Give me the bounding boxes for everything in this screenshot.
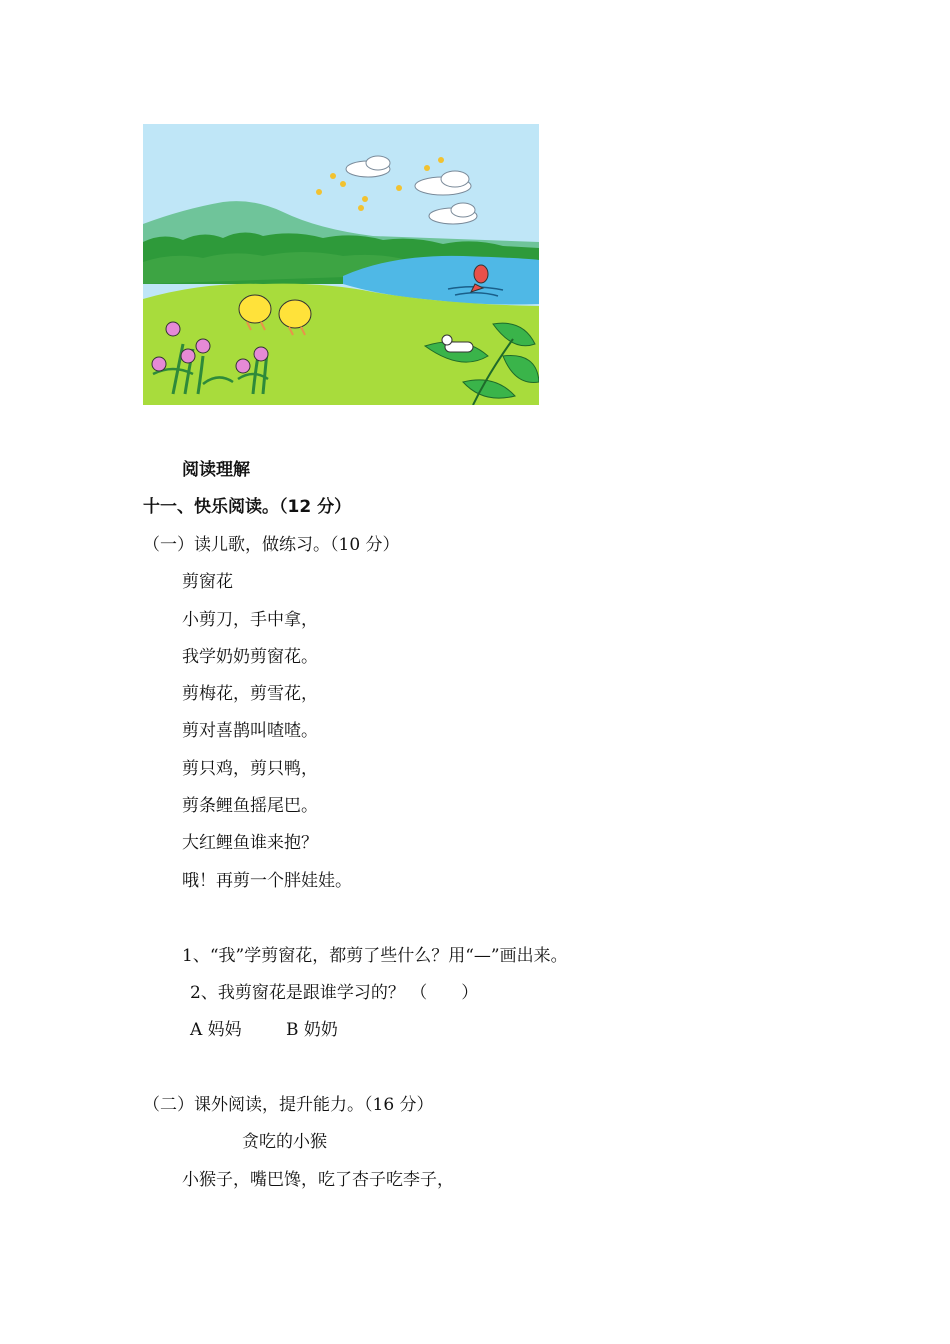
poem-line: 小剪刀，手中拿， <box>182 610 318 630</box>
poem-line: 大红鲤鱼谁来抱？ <box>182 833 318 853</box>
poem-line: 剪梅花，剪雪花， <box>182 684 318 704</box>
poem-line: 剪只鸡，剪只鸭， <box>182 759 318 779</box>
poem-line: 我学奶奶剪窗花。 <box>182 647 318 667</box>
question-1: 1、“我”学剪窗花，都剪了些什么？用“—”画出来。 <box>182 946 568 966</box>
part1-title: （一）读儿歌，做练习。（10 分） <box>143 535 400 555</box>
poem-title: 剪窗花 <box>182 572 233 592</box>
poem-line: 剪对喜鹊叫喳喳。 <box>182 721 318 741</box>
reading-heading: 阅读理解 <box>182 460 250 480</box>
story-line: 小猴子，嘴巴馋，吃了杏子吃李子， <box>182 1170 454 1190</box>
poem-line: 哦！再剪一个胖娃娃。 <box>182 871 352 891</box>
option-a: A 妈妈 <box>190 1020 242 1040</box>
section-title: 十一、快乐阅读。（12 分） <box>143 497 352 517</box>
poem-line: 剪条鲤鱼摇尾巴。 <box>182 796 318 816</box>
question-2: 2、我剪窗花是跟谁学习的？ （ ） <box>190 983 479 1003</box>
option-b: B 奶奶 <box>286 1020 338 1040</box>
scene-illustration <box>143 124 539 405</box>
story-title: 贪吃的小猴 <box>242 1132 327 1152</box>
part2-title: （二）课外阅读，提升能力。（16 分） <box>143 1095 434 1115</box>
